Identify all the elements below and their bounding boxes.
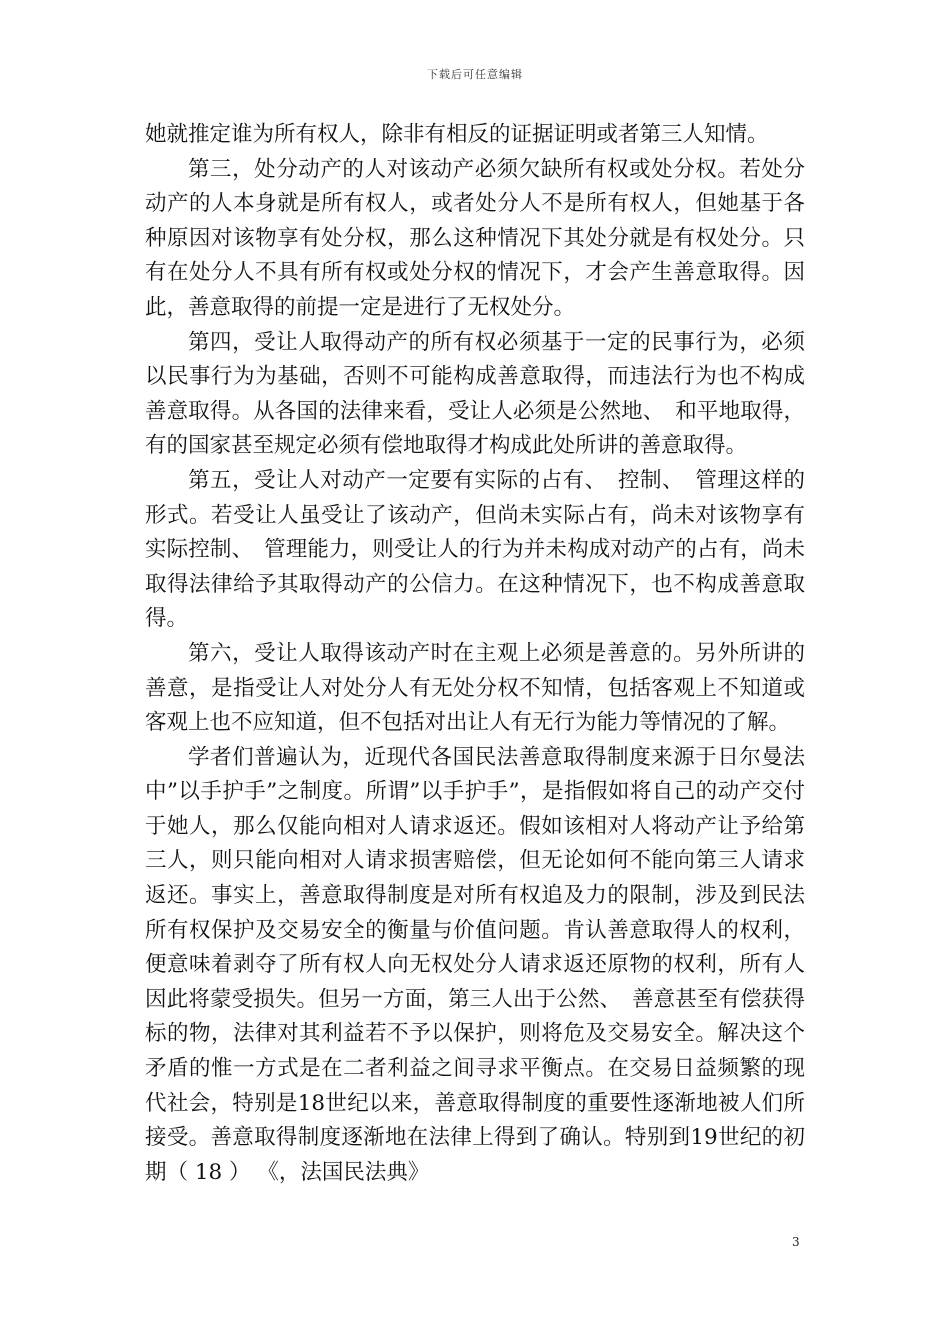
paragraph-continuation: 她就推定谁为所有权人，除非有相反的证据证明或者第三人知情。 xyxy=(145,122,769,147)
paragraph-history: 学者们普遍认为，近现代各国民法善意取得制度来源于日尔曼法中”以手护手”之制度。所谓”以手护手”，是指假如将自己的动产交付于她人，那么仅能向相对人请求返还。假如该相对人将动产让予给第三人，则只能向相对人请求损害赔偿，但无论如何不能向第三人请求返还。事实上，善意取得制度是对所有权追及力的限制，涉及到民法所有权保护及交易安全的衡量与价值问题。肯认善意取得人的权利，便意味着剥夺了所有权人向无权处分人请求返还原物的权利，所有人因此将蒙受损失。但另一方面，第三人出于公然、 善意甚至有偿获得标的物，法律对其利益若不予以保护，则将危及交易安全。解决这个矛盾的惟一方式是在二者利益之间寻求平衡点。在交易日益频繁的现代社会，特别是18世纪以来，善意取得制度的重要性逐渐地被人们所接受。善意取得制度逐渐地在法律上得到了确认。特别到19世纪的初期（ 18 ） 《，法国民法典》 xyxy=(145,744,805,1185)
document-body xyxy=(145,118,805,1190)
page-number: 3 xyxy=(792,1235,800,1249)
paragraph-sixth-condition: 第六，受让人取得该动产时在主观上必须是善意的。另外所讲的善意，是指受让人对处分人有无处分权不知情，包括客观上不知道或客观上也不应知道，但不包括对出让人有无行为能力等情况的了解。 xyxy=(145,640,805,736)
paragraph-third-condition: 第三，处分动产的人对该动产必须欠缺所有权或处分权。若处分动产的人本身就是所有权人，或者处分人不是所有权人，但她基于各种原因对该物享有处分权，那么这种情况下其处分就是有权处分。只有在处分人不具有所有权或处分权的情况下，才会产生善意取得。因此，善意取得的前提一定是进行了无权处分。 xyxy=(145,156,805,320)
page-header: 下载后可任意编辑 xyxy=(427,68,523,81)
paragraph-fourth-condition: 第四，受让人取得动产的所有权必须基于一定的民事行为，必须以民事行为为基础，否则不可能构成善意取得，而违法行为也不构成善意取得。从各国的法律来看，受让人必须是公然地、 和平地取得，有的国家甚至规定必须有偿地取得才构成此处所讲的善意取得。 xyxy=(145,329,805,459)
paragraph-fifth-condition: 第五，受让人对动产一定要有实际的占有、 控制、 管理这样的形式。若受让人虽受让了该动产，但尚未实际占有，尚未对该物享有实际控制、 管理能力，则受让人的行为并未构成对动产的占有，尚未取得法律给予其取得动产的公信力。在这种情况下，也不构成善意取得。 xyxy=(145,467,805,632)
